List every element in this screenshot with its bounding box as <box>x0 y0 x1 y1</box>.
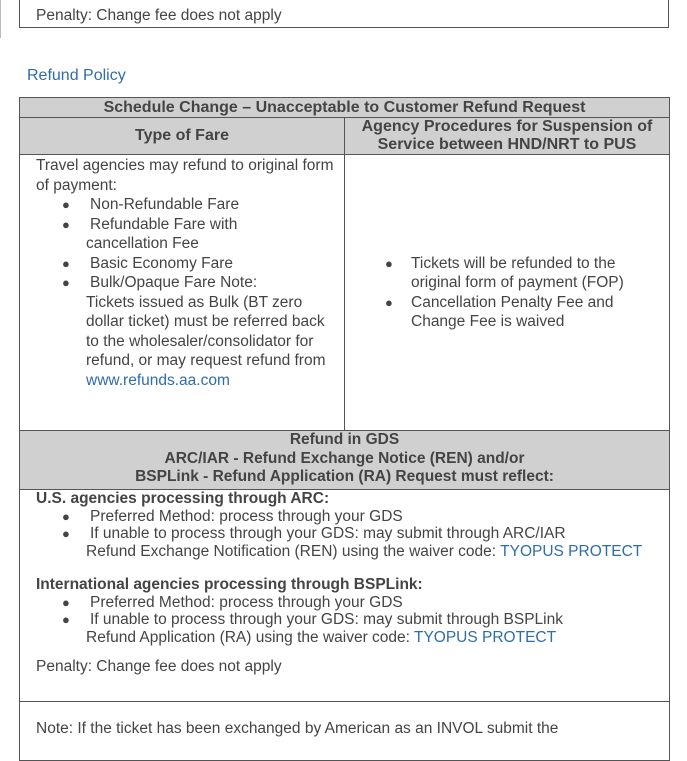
bullet-icon: ● <box>62 594 70 610</box>
gds-header-line-3: BSPLink - Refund Application (RA) Request must reflect: <box>135 468 554 485</box>
penalty-text: Penalty: Change fee does not apply <box>36 658 282 675</box>
bullet-icon: ● <box>62 255 70 271</box>
page-edge-line <box>0 0 1 38</box>
bullet-icon: ● <box>62 216 70 232</box>
bullet-icon: ● <box>62 275 70 290</box>
intl-agencies-title: International agencies processing through BSPLink: <box>36 576 423 593</box>
us-agencies-title: U.S. agencies processing through ARC: <box>36 490 330 507</box>
bullet-icon: ● <box>62 612 70 627</box>
gds-header-line-2: ARC/IAR - Refund Exchange Notice (REN) and/or <box>164 449 525 467</box>
refund-policy-table <box>19 97 670 761</box>
table-title: Schedule Change – Unacceptable to Customer Refund Request <box>20 98 670 118</box>
list-item: ● Preferred Method: process through your GDS <box>62 593 403 611</box>
fare-type-list <box>36 195 336 234</box>
intl-agencies-list <box>36 594 661 629</box>
us-waiver-code: TYOPUS PROTECT <box>500 542 643 560</box>
bullet-icon: ● <box>385 294 393 310</box>
list-item: ● Non-Refundable Fare <box>62 196 240 213</box>
refund-policy-heading: Refund Policy <box>27 67 126 84</box>
intl-item-continuation: Refund Application (RA) using the waiver code: TYOPUS PROTECT <box>86 628 557 646</box>
gds-header-line-1: Refund in GDS <box>289 431 400 448</box>
column-header-agency-procedures: Agency Procedures for Suspension of Service between HND/NRT to PUS <box>345 118 670 155</box>
agency-procedures-cell <box>345 155 670 431</box>
gds-instructions-cell <box>20 490 670 702</box>
us-item-continuation: Refund Exchange Notification (REN) using the waiver code: TYOPUS PROTECT <box>86 542 643 560</box>
column-header-type-of-fare: Type of Fare <box>20 118 345 155</box>
refund-in-gds-header <box>20 431 670 490</box>
list-item: ● Cancellation Penalty Fee and Change Fee is waived <box>385 293 614 330</box>
fare-intro-text: Travel agencies may refund to original form of payment: <box>36 157 334 194</box>
list-item: ● Basic Economy Fare <box>62 254 233 272</box>
bullet-icon: ● <box>385 255 393 271</box>
previous-penalty-text: Penalty: Change fee does not apply <box>36 7 282 24</box>
refunds-link[interactable]: www.refunds.aa.com <box>86 371 230 389</box>
fare-types-cell <box>20 155 345 431</box>
bulk-fare-note: Tickets issued as Bulk (BT zero dollar ticket) must be referred back to the wholesaler/consolidator for refund, or may request refund from www.refunds.aa.com <box>86 293 326 389</box>
list-item: ● If unable to process through your GDS: may submit through BSPLink <box>62 611 563 628</box>
bullet-icon: ● <box>62 526 70 541</box>
list-item: ● If unable to process through your GDS: may submit through ARC/IAR <box>62 525 566 542</box>
note-text: Note: If the ticket has been exchanged by American as an INVOL submit the <box>36 720 559 737</box>
us-agencies-list <box>36 508 661 543</box>
procedure-list <box>345 254 659 332</box>
list-item-continuation: cancellation Fee <box>86 235 199 252</box>
intl-waiver-code: TYOPUS PROTECT <box>413 628 557 646</box>
bullet-icon: ● <box>62 508 70 524</box>
list-item: ● Refundable Fare with <box>62 215 238 233</box>
note-cell <box>20 702 670 761</box>
list-item: ● Bulk/Opaque Fare Note: <box>62 274 258 291</box>
list-item: ● Preferred Method: process through your GDS <box>62 507 403 525</box>
bullet-icon: ● <box>62 197 70 212</box>
list-item: ● Tickets will be refunded to the original form of payment (FOP) <box>385 254 624 291</box>
previous-table-bottom <box>19 0 669 28</box>
fare-type-list-cont <box>36 254 336 293</box>
